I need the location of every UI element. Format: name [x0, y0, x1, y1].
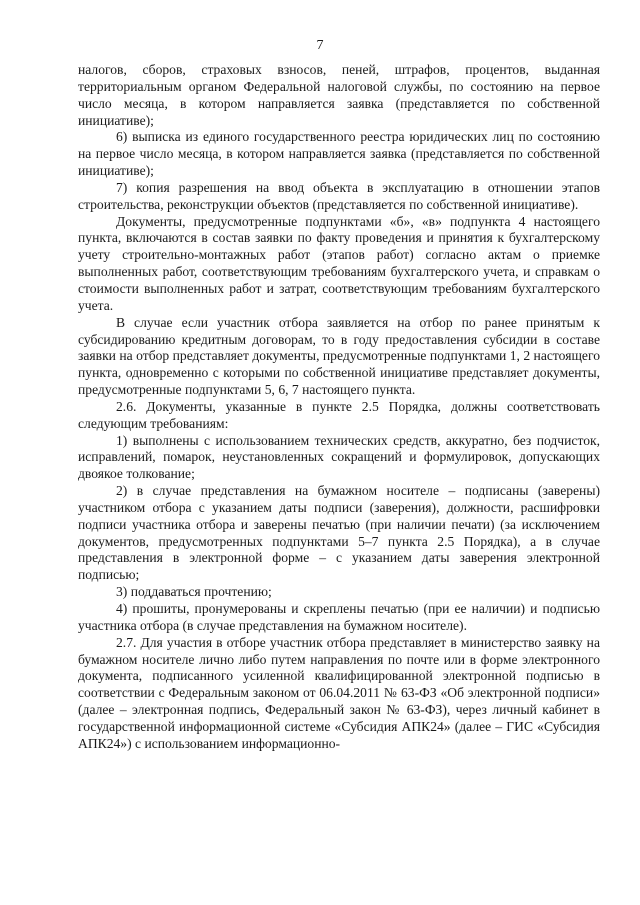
- paragraph-2-6-item-4: 4) прошиты, пронумерованы и скреплены печатью (при ее наличии) и подписью участника отбора (в случае представления на бумажном носителе).: [78, 601, 600, 633]
- paragraph-section-2-7: 2.7. Для участия в отборе участник отбора представляет в министерство заявку на бумажном носителе лично либо путем направления по почте или в форме электронного документа, подписанного усиленной квалифицированной электронной подписью в соответствии с Федеральным законом от 06.04.2011 № 63-ФЗ «Об электронной подписи» (далее – электронная подпись, Федеральный закон № 63-ФЗ), через личный кабинет в государственной информационной системе «Субсидия АПК24» (далее – ГИС «Субсидия АПК24») с использованием информационно-: [78, 634, 600, 751]
- page-number: 7: [316, 38, 324, 53]
- paragraph-continuation: налогов, сборов, страховых взносов, пеней, штрафов, процентов, выданная территориальным органом Федеральной налоговой службы, по состоянию на первое число месяца, в котором направляется заявка (представляется по собственной инициативе);: [78, 62, 600, 128]
- paragraph-previously-accepted: В случае если участник отбора заявляется на отбор по ранее принятым к субсидированию кредитным договорам, то в году предоставления субсидии в составе заявки на отбор представляет документы, предусмотренные подпунктами 1, 2 настоящего пункта, одновременно с которыми по собственной инициативе представляет документы, предусмотренные подпунктами 5, 6, 7 настоящего пункта.: [78, 314, 600, 398]
- paragraph-section-2-6: 2.6. Документы, указанные в пункте 2.5 Порядка, должны соответствовать следующим требованиям:: [78, 398, 600, 431]
- paragraph-2-6-item-1: 1) выполнены с использованием технических средств, аккуратно, без подчисток, исправлений, помарок, неустановленных сокращений и формулировок, допускающих двоякое толкование;: [78, 432, 600, 482]
- document-body: [78, 62, 600, 753]
- paragraph-2-6-item-3: 3) поддаваться прочтению;: [116, 584, 272, 600]
- paragraph-2-6-item-2: 2) в случае представления на бумажном носителе – подписаны (заверены) участником отбора с указанием даты подписи (заверения), должности, расшифровки подписи участника отбора и заверены печатью (при наличии печати) (за исключением документов, предусмотренных подпунктами 5–7 пункта 2.5 Порядка), а в случае представления в электронной форме – с указанием даты заверения электронной подписью;: [78, 483, 600, 583]
- paragraph-item-7: 7) копия разрешения на ввод объекта в эксплуатацию в отношении этапов строительства, реконструкции объектов (представляется по собственной инициативе).: [78, 179, 600, 212]
- paragraph-item-6: 6) выписка из единого государственного реестра юридических лиц по состоянию на первое число месяца, в котором направляется заявка (представляется по собственной инициативе);: [78, 129, 600, 179]
- paragraph-documents-b-v: Документы, предусмотренные подпунктами «б», «в» подпункта 4 настоящего пункта, включаются в состав заявки по факту проведения и принятия к бухгалтерскому учету строительно-монтажных работ (этапов работ) согласно актам о приемке выполненных работ, соответствующим требованиям бухгалтерского учета, и справкам о стоимости выполненных работ и затрат, соответствующим требованиям бухгалтерского учета.: [78, 213, 600, 313]
